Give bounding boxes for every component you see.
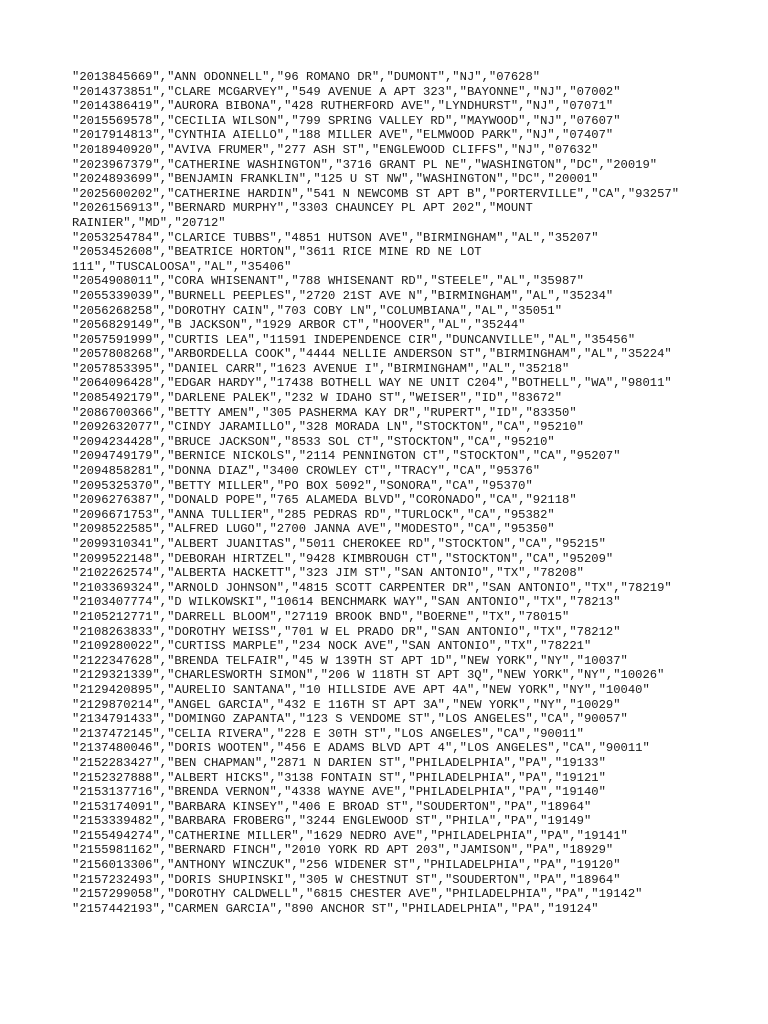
record-line: "2094749179","BERNICE NICKOLS","2114 PENNINGTON CT","STOCKTON","CA","95207" xyxy=(72,449,621,464)
record-line: "2094858281","DONNA DIAZ","3400 CROWLEY CT","TRACY","CA","95376" xyxy=(72,464,541,479)
record-line: "2153137716","BRENDA VERNON","4338 WAYNE AVE","PHILADELPHIA","PA","19140" xyxy=(72,785,606,800)
record-line: "2018940920","AVIVA FRUMER","277 ASH ST","ENGLEWOOD CLIFFS","NJ","07632" xyxy=(72,142,599,157)
record-line: "2057591999","CURTIS LEA","11591 INDEPENDENCE CIR","DUNCANVILLE","AL","35456" xyxy=(72,332,636,347)
record-line: "2129321339","CHARLESWORTH SIMON","206 W 118TH ST APT 3Q","NEW YORK","NY","10026" xyxy=(72,668,665,683)
record-line: "2157299058","DOROTHY CALDWELL","6815 CHESTER AVE","PHILADELPHIA","PA","19142" xyxy=(72,887,643,902)
record-line: "2099522148","DEBORAH HIRTZEL","9428 KIMBROUGH CT","STOCKTON","CA","95209" xyxy=(72,551,614,566)
record-line: "2096276387","DONALD POPE","765 ALAMEDA BLVD","CORONADO","CA","92118" xyxy=(72,493,577,508)
record-line: "2098522585","ALFRED LUGO","2700 JANNA AVE","MODESTO","CA","95350" xyxy=(72,522,555,537)
document-page xyxy=(72,70,762,916)
record-line: "2095325370","BETTY MILLER","PO BOX 5092","SONORA","CA","95370" xyxy=(72,478,533,493)
record-line: "2092632077","CINDY JARAMILLO","328 MORADA LN","STOCKTON","CA","95210" xyxy=(72,420,584,435)
record-line: "2057808268","ARBORDELLA COOK","4444 NELLIE ANDERSON ST","BIRMINGHAM","AL","35224" xyxy=(72,347,672,362)
record-line: "2129420895","AURELIO SANTANA","10 HILLSIDE AVE APT 4A","NEW YORK","NY","10040" xyxy=(72,682,650,697)
record-line: "2108263833","DOROTHY WEISS","701 W EL PRADO DR","SAN ANTONIO","TX","78212" xyxy=(72,624,621,639)
record-line: "2152283427","BEN CHAPMAN","2871 N DARIEN ST","PHILADELPHIA","PA","19133" xyxy=(72,755,606,770)
record-line: "2015569578","CECILIA WILSON","799 SPRING VALLEY RD","MAYWOOD","NJ","07607" xyxy=(72,113,621,128)
record-line: "2152327888","ALBERT HICKS","3138 FONTAIN ST","PHILADELPHIA","PA","19121" xyxy=(72,770,606,785)
record-line: "2109280022","CURTISS MARPLE","234 NOCK AVE","SAN ANTONIO","TX","78221" xyxy=(72,639,592,654)
record-line: "2156013306","ANTHONY WINCZUK","256 WIDENER ST","PHILADELPHIA","PA","19120" xyxy=(72,858,621,873)
record-line: "2157442193","CARMEN GARCIA","890 ANCHOR ST","PHILADELPHIA","PA","19124" xyxy=(72,901,599,916)
record-line: "2129870214","ANGEL GARCIA","432 E 116TH ST APT 3A","NEW YORK","NY","10029" xyxy=(72,697,621,712)
record-line: "2137480046","DORIS WOOTEN","456 E ADAMS BLVD APT 4","LOS ANGELES","CA","90011" xyxy=(72,741,650,756)
record-line: "2086700366","BETTY AMEN","305 PASHERMA KAY DR","RUPERT","ID","83350" xyxy=(72,405,577,420)
record-line: "2057853395","DANIEL CARR","1623 AVENUE I","BIRMINGHAM","AL","35218" xyxy=(72,361,570,376)
record-line: "2103369324","ARNOLD JOHNSON","4815 SCOTT CARPENTER DR","SAN ANTONIO","TX","78219" xyxy=(72,580,672,595)
record-line: "2024893699","BENJAMIN FRANKLIN","125 U ST NW","WASHINGTON","DC","20001" xyxy=(72,172,599,187)
record-line: "2153174091","BARBARA KINSEY","406 E BROAD ST","SOUDERTON","PA","18964" xyxy=(72,799,592,814)
record-line: "2053254784","CLARICE TUBBS","4851 HUTSON AVE","BIRMINGHAM","AL","35207" xyxy=(72,230,599,245)
record-line: "2122347628","BRENDA TELFAIR","45 W 139TH ST APT 1D","NEW YORK","NY","10037" xyxy=(72,653,628,668)
record-line: "2155494274","CATHERINE MILLER","1629 NEDRO AVE","PHILADELPHIA","PA","19141" xyxy=(72,828,628,843)
record-line: "2025600202","CATHERINE HARDIN","541 N NEWCOMB ST APT B","PORTERVILLE","CA","93257" xyxy=(72,186,680,201)
record-line: "2054908011","CORA WHISENANT","788 WHISENANT RD","STEELE","AL","35987" xyxy=(72,274,584,289)
record-line: "2017914813","CYNTHIA AIELLO","188 MILLER AVE","ELMWOOD PARK","NJ","07407" xyxy=(72,128,614,143)
record-line: "2014386419","AURORA BIBONA","428 RUTHERFORD AVE","LYNDHURST","NJ","07071" xyxy=(72,99,614,114)
record-line: "2056829149","B JACKSON","1929 ARBOR CT","HOOVER","AL","35244" xyxy=(72,318,526,333)
record-line: "2099310341","ALBERT JUANITAS","5011 CHEROKEE RD","STOCKTON","CA","95215" xyxy=(72,537,606,551)
record-line: "2134791433","DOMINGO ZAPANTA","123 S VENDOME ST","LOS ANGELES","CA","90057" xyxy=(72,712,628,727)
record-line: "2085492179","DARLENE PALEK","232 W IDAHO ST","WEISER","ID","83672" xyxy=(72,391,563,406)
record-line: "2155981162","BERNARD FINCH","2010 YORK RD APT 203","JAMISON","PA","18929" xyxy=(72,843,614,858)
record-line: "2013845669","ANN ODONNELL","96 ROMANO DR","DUMONT","NJ","07628" xyxy=(72,70,541,84)
record-line: "2094234428","BRUCE JACKSON","8533 SOL CT","STOCKTON","CA","95210" xyxy=(72,434,555,449)
record-line: "2064096428","EDGAR HARDY","17438 BOTHELL WAY NE UNIT C204","BOTHELL","WA","98011" xyxy=(72,376,672,391)
record-line: "2137472145","CELIA RIVERA","228 E 30TH ST","LOS ANGELES","CA","90011" xyxy=(72,726,584,741)
record-line: "2103407774","D WILKOWSKI","10614 BENCHMARK WAY","SAN ANTONIO","TX","78213" xyxy=(72,595,621,610)
record-line: "2096671753","ANNA TULLIER","285 PEDRAS RD","TURLOCK","CA","95382" xyxy=(72,507,555,522)
record-line: "2055339039","BURNELL PEEPLES","2720 21ST AVE N","BIRMINGHAM","AL","35234" xyxy=(72,288,614,303)
record-line: "2102262574","ALBERTA HACKETT","323 JIM ST","SAN ANTONIO","TX","78208" xyxy=(72,566,584,581)
record-line: "2053452608","BEATRICE HORTON","3611 RICE MINE RD NE LOT xyxy=(72,245,482,260)
record-line: RAINIER","MD","20712" xyxy=(72,215,226,230)
record-line: 111","TUSCALOOSA","AL","35406" xyxy=(72,259,292,274)
record-line: "2014373851","CLARE MCGARVEY","549 AVENUE A APT 323","BAYONNE","NJ","07002" xyxy=(72,84,621,99)
record-line: "2026156913","BERNARD MURPHY","3303 CHAUNCEY PL APT 202","MOUNT xyxy=(72,201,533,216)
record-line: "2157232493","DORIS SHUPINSKI","305 W CHESTNUT ST","SOUDERTON","PA","18964" xyxy=(72,872,621,887)
record-line: "2105212771","DARRELL BLOOM","27119 BROOK BND","BOERNE","TX","78015" xyxy=(72,609,570,624)
record-line: "2056268258","DOROTHY CAIN","703 COBY LN","COLUMBIANA","AL","35051" xyxy=(72,303,563,318)
record-line: "2153339482","BARBARA FROBERG","3244 ENGLEWOOD ST","PHILA","PA","19149" xyxy=(72,814,592,829)
record-line: "2023967379","CATHERINE WASHINGTON","3716 GRANT PL NE","WASHINGTON","DC","20019" xyxy=(72,157,658,172)
